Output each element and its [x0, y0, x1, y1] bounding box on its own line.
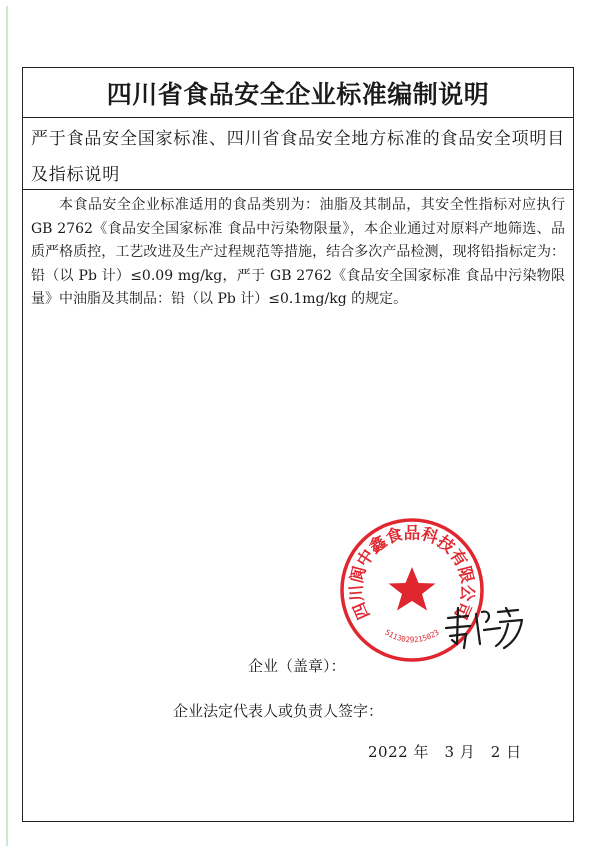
body-paragraph: 本食品安全企业标准适用的食品类别为：油脂及其制品，其安全性指标对应执行 GB 2762《食品安全国家标准 食品中污染物限量》，本企业通过对原料产地筛选、品质严格质控，工艺改进及生产过程规范等措施，结合多次产品检测，现将铅指标定为：铅（以 Pb 计）≤0.09 mg/kg，严于 GB 2762《食品安全国家标准 食品中污染物限量》中油脂及其制品：铅（以 Pb 计）≤0.1mg/kg 的规定。 — [31, 197, 565, 307]
seal-text: 四川阆中鑫食品科技有限公司 — [346, 523, 478, 623]
document-frame — [22, 67, 574, 822]
handwritten-signature — [440, 604, 530, 654]
document-subheader: 严于食品安全国家标准、四川省食品安全地方标准的食品安全项明目及指标说明 — [23, 118, 573, 190]
document-title: 四川省食品安全企业标准编制说明 — [23, 68, 573, 118]
document-body — [23, 194, 573, 312]
document-date: 2022 年 3 月 2 日 — [368, 743, 522, 761]
representative-signature-label: 企业法定代表人或负责人签字： — [173, 702, 384, 720]
company-seal-label: 企业（盖章）： — [248, 657, 346, 675]
seal-number: 5113029215023 — [383, 627, 441, 645]
seal-star — [389, 567, 436, 611]
page-edge — [6, 6, 8, 846]
